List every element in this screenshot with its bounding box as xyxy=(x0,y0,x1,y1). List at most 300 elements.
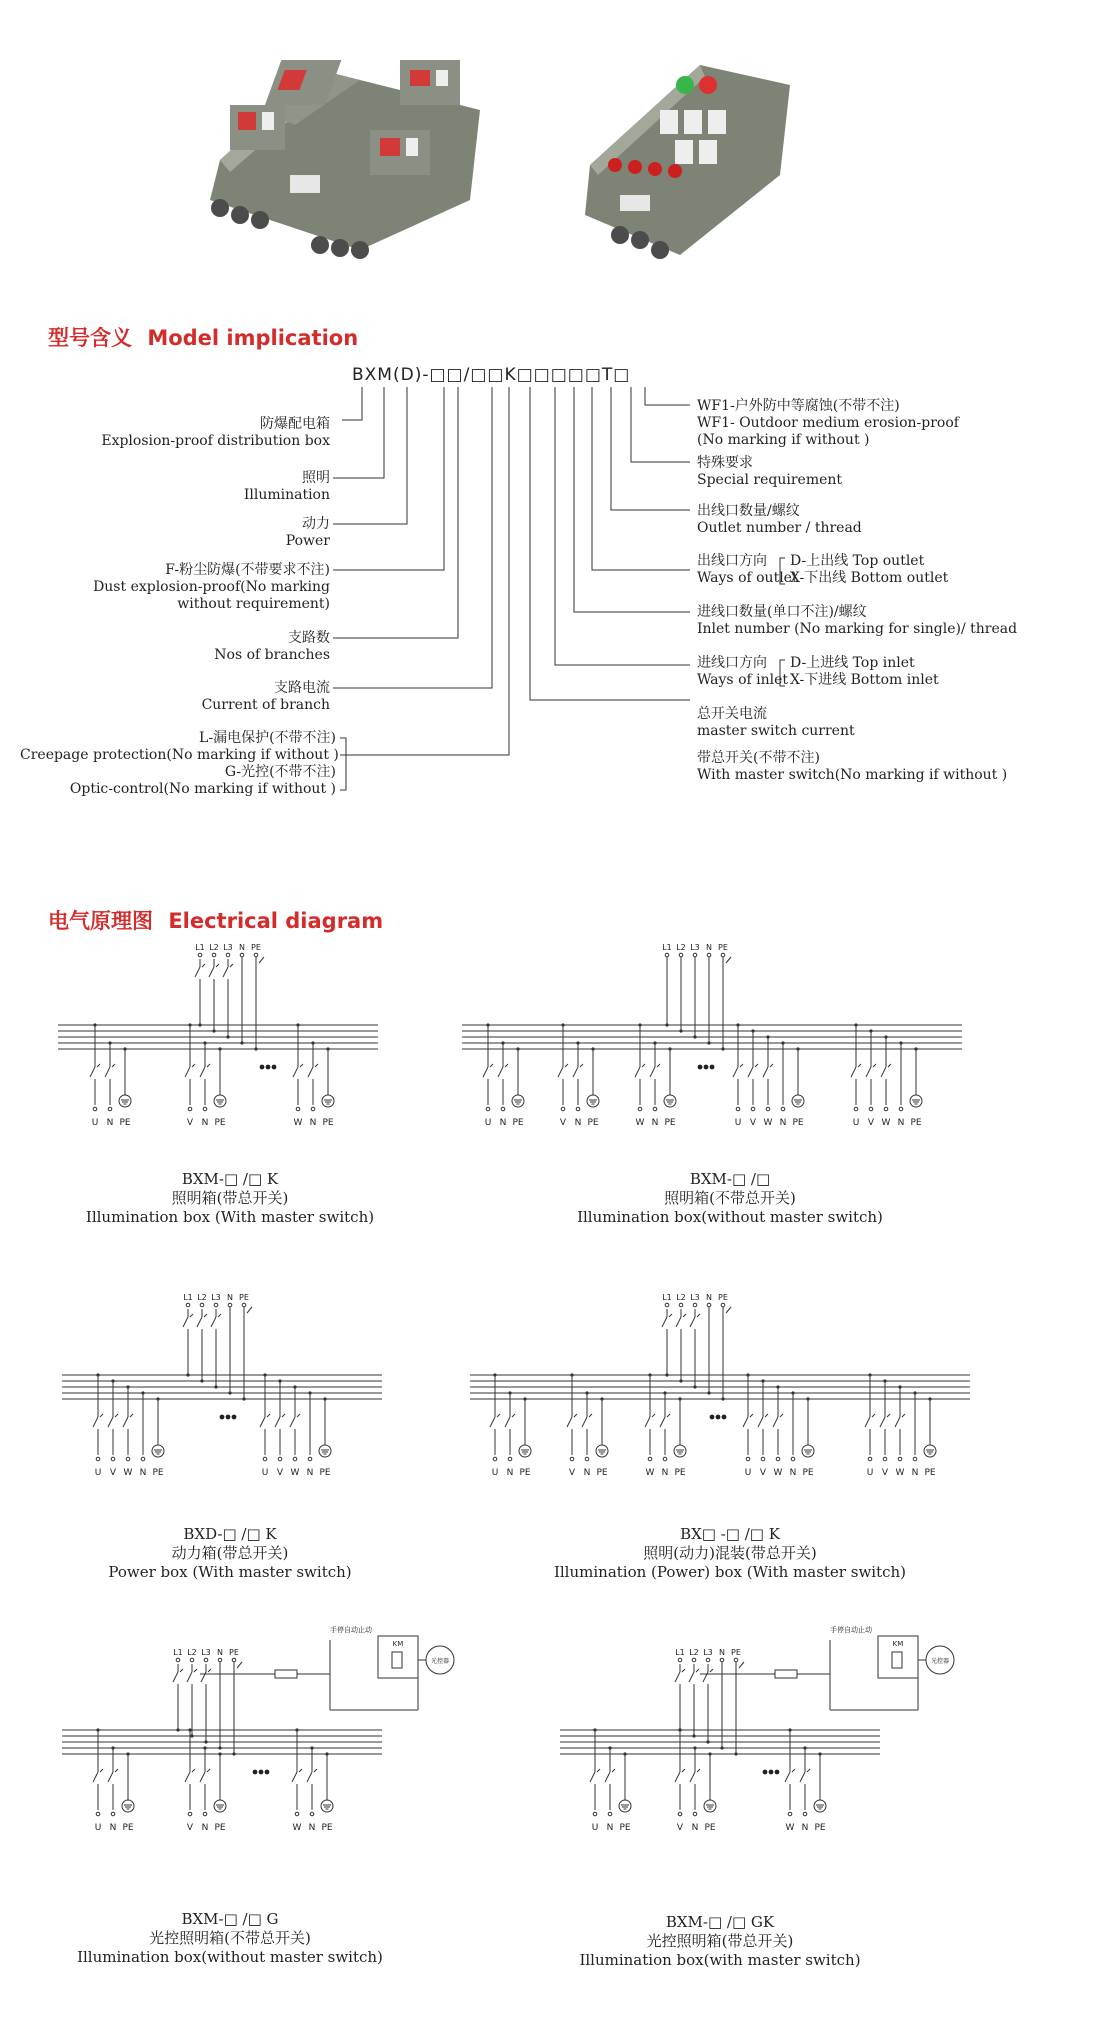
terminal-label-n: N xyxy=(139,1468,147,1478)
branch-terminal xyxy=(486,1107,490,1111)
bus-terminal xyxy=(226,953,230,957)
bus-terminal xyxy=(665,953,669,957)
junction xyxy=(310,1746,313,1749)
branch-terminal xyxy=(570,1457,574,1461)
junction xyxy=(708,1752,711,1755)
junction xyxy=(751,1029,754,1032)
terminal-label-v: V xyxy=(676,1823,684,1833)
junction xyxy=(176,1728,179,1731)
pe-mark xyxy=(247,1307,252,1313)
terminal-label-n: N xyxy=(789,1468,797,1478)
bus-label-l3: L3 xyxy=(690,943,700,952)
bus-label-l2: L2 xyxy=(197,1293,207,1302)
bus-label-l1: L1 xyxy=(195,943,205,952)
junction xyxy=(761,1379,764,1382)
branch-terminal xyxy=(638,1107,642,1111)
junction xyxy=(123,1047,126,1050)
label-special xyxy=(697,455,842,489)
branch-switch-mark xyxy=(207,1769,210,1772)
branch-terminal xyxy=(678,1812,682,1816)
branch-switch-blade xyxy=(743,1417,748,1427)
sensor-label: 光控器 xyxy=(430,1658,450,1665)
terminal-label-v: V xyxy=(568,1468,576,1478)
bus-terminal xyxy=(707,1303,711,1307)
ellipsis-dot xyxy=(710,1415,715,1420)
branch-terminal xyxy=(791,1457,795,1461)
ellipsis-dot xyxy=(698,1065,703,1070)
bus-terminal xyxy=(242,1303,246,1307)
master-switch-3-mark xyxy=(230,964,233,967)
bus-label-l1: L1 xyxy=(662,943,672,952)
junction xyxy=(736,1023,739,1026)
branch-terminal xyxy=(493,1457,497,1461)
junction xyxy=(707,1041,710,1044)
bus-terminal xyxy=(734,1658,738,1662)
branch-switch-blade xyxy=(293,1067,298,1077)
junction xyxy=(608,1746,611,1749)
junction xyxy=(242,1397,245,1400)
terminal-label-w: W xyxy=(290,1468,300,1478)
master-switch-2-mark xyxy=(194,1669,197,1672)
label-wf1-1: WF1-户外防中等腐蚀(不带不注) xyxy=(697,398,900,414)
branch-switch-blade xyxy=(650,1067,655,1077)
branch-switch-blade xyxy=(573,1067,578,1077)
bus-terminal xyxy=(693,953,697,957)
junction xyxy=(665,1023,668,1026)
bus-label-l2: L2 xyxy=(689,1648,699,1657)
label-outlet-number xyxy=(697,503,862,537)
bus-terminal xyxy=(706,1658,710,1662)
junction xyxy=(706,1740,709,1743)
branch-switch-mark xyxy=(780,1414,783,1417)
label-inlet-way xyxy=(697,655,788,689)
earth-symbol-ring xyxy=(512,1095,524,1107)
branch-switch-blade xyxy=(483,1067,488,1077)
bus-label-l2: L2 xyxy=(676,1293,686,1302)
terminal-label-pe: PE xyxy=(910,1118,922,1128)
caption-4-en: Illumination (Power) box (With master switch) xyxy=(553,1563,907,1581)
branch-terminal xyxy=(884,1107,888,1111)
branch-switch-mark xyxy=(740,1064,743,1067)
junction xyxy=(111,1379,114,1382)
caption-5-zh: 光控照明箱(不带总开关) xyxy=(149,1929,311,1947)
terminal-label-n: N xyxy=(499,1118,507,1128)
model-section-title-en: Model implication xyxy=(147,326,359,350)
bus-label-pe: PE xyxy=(718,1293,728,1302)
terminal-label-w: W xyxy=(785,1823,795,1833)
earth-symbol-ring xyxy=(319,1445,331,1457)
earth-symbol-ring xyxy=(664,1095,676,1107)
branch-terminal xyxy=(899,1107,903,1111)
bus-label-l2: L2 xyxy=(209,943,219,952)
caption-2-en: Illumination box(without master switch) xyxy=(577,1208,883,1226)
ellipsis-dot xyxy=(763,1770,768,1775)
terminal-label-u: U xyxy=(852,1118,860,1128)
branch-terminal xyxy=(854,1107,858,1111)
master-switch-1-blade xyxy=(675,1672,680,1682)
bus-label-l2: L2 xyxy=(676,943,686,952)
junction xyxy=(293,1385,296,1388)
branch-terminal xyxy=(203,1107,207,1111)
master-switch-3-mark xyxy=(710,1669,713,1672)
label-inlet-number-en: Inlet number (No marking for single)/ thread xyxy=(697,621,1018,637)
label-outlet-top: D-上出线 Top outlet xyxy=(790,553,925,569)
bus-label-l1: L1 xyxy=(662,1293,672,1302)
branch-switch-blade xyxy=(185,1772,190,1782)
bus-label-l3: L3 xyxy=(690,1293,700,1302)
terminal-label-v: V xyxy=(867,1118,875,1128)
branch-switch-mark xyxy=(207,1064,210,1067)
master-switch-1-mark xyxy=(202,964,205,967)
bus-terminal xyxy=(692,1658,696,1662)
earth-symbol-ring xyxy=(587,1095,599,1107)
terminal-label-v: V xyxy=(186,1118,194,1128)
label-illumination-zh: 照明 xyxy=(302,470,330,486)
branch-switch-blade xyxy=(498,1067,503,1077)
master-switch-3-blade xyxy=(690,1317,695,1327)
terminal-label-n: N xyxy=(106,1118,114,1128)
junction xyxy=(679,1379,682,1382)
junction xyxy=(278,1379,281,1382)
bus-label-pe: PE xyxy=(731,1648,741,1657)
caption-2-code: BXM-□ /□ xyxy=(689,1170,771,1188)
label-outlet-way-zh: 出线口方向 xyxy=(697,553,767,569)
master-switch-3-blade xyxy=(211,1317,216,1327)
junction xyxy=(623,1752,626,1755)
branch-switch-blade xyxy=(90,1067,95,1077)
branch-switch-mark xyxy=(112,1064,115,1067)
master-switch-2-mark xyxy=(683,1314,686,1317)
schematic-bxm xyxy=(462,943,962,1128)
branch-switch-mark xyxy=(872,1414,875,1417)
junction xyxy=(593,1728,596,1731)
caption-3-en: Power box (With master switch) xyxy=(108,1563,352,1581)
branch-switch-mark xyxy=(490,1064,493,1067)
terminal-label-n: N xyxy=(201,1118,209,1128)
branch-switch-mark xyxy=(765,1414,768,1417)
branch-switch-blade xyxy=(690,1772,695,1782)
label-special-zh: 特殊要求 xyxy=(697,455,753,471)
junction xyxy=(218,1047,221,1050)
junction xyxy=(111,1746,114,1749)
bus-label-l3: L3 xyxy=(703,1648,713,1657)
earth-symbol-ring xyxy=(214,1800,226,1812)
junction xyxy=(508,1391,511,1394)
terminal-label-pe: PE xyxy=(704,1823,716,1833)
junction xyxy=(156,1397,159,1400)
junction xyxy=(678,1728,681,1731)
master-switch-2-blade xyxy=(676,1317,681,1327)
label-protection xyxy=(20,730,339,798)
junction xyxy=(190,1734,193,1737)
terminal-label-u: U xyxy=(261,1468,269,1478)
ellipsis-dot xyxy=(260,1065,265,1070)
terminal-label-u: U xyxy=(866,1468,874,1478)
junction xyxy=(720,1746,723,1749)
junction xyxy=(523,1397,526,1400)
branch-switch-mark xyxy=(97,1064,100,1067)
junction xyxy=(232,1752,235,1755)
branch-switch-mark xyxy=(682,1769,685,1772)
junction xyxy=(141,1391,144,1394)
label-outlet-number-zh: 出线口数量/螺纹 xyxy=(697,503,800,519)
bus-terminal xyxy=(707,953,711,957)
junction xyxy=(325,1752,328,1755)
junction xyxy=(884,1035,887,1038)
master-switch-2-blade xyxy=(187,1672,192,1682)
master-switch-3-mark xyxy=(218,1314,221,1317)
junction xyxy=(692,1734,695,1737)
label-master-current xyxy=(697,706,855,740)
branch-switch-mark xyxy=(300,1064,303,1067)
bus-label-l1: L1 xyxy=(675,1648,685,1657)
branch-terminal xyxy=(751,1107,755,1111)
bus-label-pe: PE xyxy=(229,1648,239,1657)
bus-terminal xyxy=(679,1303,683,1307)
branch-switch-mark xyxy=(130,1414,133,1417)
label-branch-current-zh: 支路电流 xyxy=(274,680,330,696)
branch-switch-mark xyxy=(574,1414,577,1417)
earth-symbol-ring xyxy=(152,1445,164,1457)
label-inlet-way-zh: 进线口方向 xyxy=(697,655,767,671)
junction xyxy=(263,1373,266,1376)
terminal-label-n: N xyxy=(897,1118,905,1128)
km-box xyxy=(378,1636,418,1678)
diagram-section-title-en: Electrical diagram xyxy=(168,909,384,933)
earth-symbol-ring xyxy=(704,1800,716,1812)
junction xyxy=(311,1041,314,1044)
caption-diagram-2 xyxy=(560,1170,900,1227)
master-switch-1-mark xyxy=(682,1669,685,1672)
branch-switch-blade xyxy=(558,1067,563,1077)
terminal-label-u: U xyxy=(734,1118,742,1128)
label-master-switch xyxy=(697,750,1007,784)
branch-switch-blade xyxy=(307,1772,312,1782)
bus-terminal xyxy=(721,953,725,957)
branch-switch-mark xyxy=(858,1064,861,1067)
bus-terminal xyxy=(176,1658,180,1662)
master-switch-3-mark xyxy=(208,1669,211,1672)
junction xyxy=(585,1391,588,1394)
terminal-label-v: V xyxy=(276,1468,284,1478)
branch-switch-mark xyxy=(115,1769,118,1772)
junction xyxy=(501,1041,504,1044)
label-power xyxy=(40,516,330,550)
branch-switch-mark xyxy=(887,1414,890,1417)
terminal-label-v: V xyxy=(559,1118,567,1128)
terminal-label-n: N xyxy=(583,1468,591,1478)
terminal-label-w: W xyxy=(773,1468,783,1478)
terminal-label-n: N xyxy=(308,1823,316,1833)
junction xyxy=(188,1023,191,1026)
branch-switch-blade xyxy=(865,1417,870,1427)
junction xyxy=(323,1397,326,1400)
bus-terminal xyxy=(721,1303,725,1307)
terminal-label-pe: PE xyxy=(924,1468,936,1478)
model-section-title xyxy=(48,322,358,352)
diagram-section-title xyxy=(48,905,383,935)
terminal-label-pe: PE xyxy=(214,1823,226,1833)
branch-terminal xyxy=(293,1457,297,1461)
label-inlet-number-zh: 进线口数量(单口不注)/螺纹 xyxy=(697,604,867,620)
earth-symbol-ring xyxy=(122,1800,134,1812)
terminal-label-n: N xyxy=(201,1823,209,1833)
junction xyxy=(126,1752,129,1755)
junction xyxy=(678,1728,681,1731)
bus-label-n: N xyxy=(706,1293,712,1302)
master-switch-3-blade xyxy=(703,1672,708,1682)
junction xyxy=(928,1397,931,1400)
label-inlet-number xyxy=(697,604,1017,638)
branch-terminal xyxy=(576,1107,580,1111)
km-label: KM xyxy=(392,1640,404,1648)
label-wf1-3: (No marking if without ) xyxy=(697,432,870,448)
branch-terminal xyxy=(663,1457,667,1461)
caption-4-zh: 照明(动力)混装(带总开关) xyxy=(643,1544,817,1562)
branch-switch-mark xyxy=(642,1064,645,1067)
label-dust-proof-zh: F-粉尘防爆(不带要求不注) xyxy=(165,562,330,578)
branch-terminal xyxy=(308,1457,312,1461)
branch-switch-blade xyxy=(645,1417,650,1427)
branch-switch-mark xyxy=(589,1414,592,1417)
junction xyxy=(746,1373,749,1376)
branch-terminal xyxy=(746,1457,750,1461)
km-box xyxy=(878,1636,918,1678)
branch-switch-mark xyxy=(267,1414,270,1417)
label-illumination xyxy=(40,470,330,504)
branch-switch-mark xyxy=(497,1414,500,1417)
earth-symbol-ring xyxy=(519,1445,531,1457)
terminal-label-w: W xyxy=(895,1468,905,1478)
terminal-label-pe: PE xyxy=(319,1468,331,1478)
branch-switch-mark xyxy=(873,1064,876,1067)
branch-switch-blade xyxy=(785,1772,790,1782)
branch-switch-mark xyxy=(315,1064,318,1067)
earth-symbol-ring xyxy=(322,1095,334,1107)
earth-symbol-ring xyxy=(792,1095,804,1107)
bus-label-l1: L1 xyxy=(183,1293,193,1302)
product-photo-left xyxy=(200,50,490,265)
branch-switch-blade xyxy=(567,1417,572,1427)
light-control-mode-label: 手停自动止动 xyxy=(830,1626,872,1634)
terminal-label-pe: PE xyxy=(214,1118,226,1128)
label-wf1 xyxy=(697,398,959,449)
branch-switch-blade xyxy=(881,1067,886,1077)
junction xyxy=(854,1023,857,1026)
label-master-switch-zh: 带总开关(不带不注) xyxy=(697,750,820,766)
junction xyxy=(326,1047,329,1050)
branch-switch-blade xyxy=(635,1067,640,1077)
branch-terminal xyxy=(693,1812,697,1816)
branch-terminal xyxy=(788,1812,792,1816)
junction xyxy=(561,1023,564,1026)
junction xyxy=(766,1035,769,1038)
bus-label-n: N xyxy=(719,1648,725,1657)
master-switch-1-mark xyxy=(180,1669,183,1672)
junction xyxy=(203,1041,206,1044)
label-branches-en: Nos of branches xyxy=(214,647,330,663)
terminal-label-u: U xyxy=(91,1118,99,1128)
junction xyxy=(204,1740,207,1743)
label-branch-current-en: Current of branch xyxy=(201,697,330,713)
bus-terminal xyxy=(218,1658,222,1662)
branch-switch-blade xyxy=(748,1067,753,1077)
junction xyxy=(218,1746,221,1749)
bus-terminal xyxy=(254,953,258,957)
terminal-label-v: V xyxy=(109,1468,117,1478)
branch-terminal xyxy=(898,1457,902,1461)
terminal-label-pe: PE xyxy=(619,1823,631,1833)
branch-switch-blade xyxy=(675,1772,680,1782)
earth-symbol-ring xyxy=(924,1445,936,1457)
branch-switch-blade xyxy=(763,1067,768,1077)
caption-diagram-4 xyxy=(540,1525,920,1582)
branch-switch-mark xyxy=(297,1414,300,1417)
master-switch-1-blade xyxy=(173,1672,178,1682)
branch-terminal xyxy=(310,1812,314,1816)
ellipsis-dot xyxy=(220,1415,225,1420)
sensor-circle xyxy=(926,1646,954,1674)
terminal-label-pe: PE xyxy=(519,1468,531,1478)
sensor-circle xyxy=(426,1646,454,1674)
terminal-label-n: N xyxy=(691,1823,699,1833)
caption-6-en: Illumination box(with master switch) xyxy=(579,1951,861,1969)
branch-switch-mark xyxy=(314,1769,317,1772)
junction xyxy=(653,1041,656,1044)
branch-terminal xyxy=(561,1107,565,1111)
branch-switch-blade xyxy=(93,1772,98,1782)
terminal-label-v: V xyxy=(186,1823,194,1833)
caption-diagram-6 xyxy=(550,1913,890,1970)
branch-switch-mark xyxy=(299,1769,302,1772)
branch-switch-blade xyxy=(866,1067,871,1077)
terminal-label-w: W xyxy=(123,1468,133,1478)
branch-switch-mark xyxy=(888,1064,891,1067)
junction xyxy=(203,1746,206,1749)
terminal-label-u: U xyxy=(491,1468,499,1478)
schematic-bxm-gk xyxy=(560,1648,880,1833)
label-explosion-box xyxy=(40,416,330,450)
caption-6-code: BXM-□ /□ GK xyxy=(665,1913,775,1931)
terminal-label-n: N xyxy=(506,1468,514,1478)
branch-switch-blade xyxy=(582,1417,587,1427)
branch-switch-mark xyxy=(770,1064,773,1067)
junction xyxy=(638,1023,641,1026)
terminal-label-w: W xyxy=(763,1118,773,1128)
branch-terminal xyxy=(108,1107,112,1111)
light-control-2 xyxy=(700,1625,954,1710)
km-label: KM xyxy=(892,1640,904,1648)
junction xyxy=(591,1047,594,1050)
branch-terminal xyxy=(311,1107,315,1111)
junction xyxy=(734,1752,737,1755)
junction xyxy=(803,1746,806,1749)
junction xyxy=(308,1391,311,1394)
label-inlet-bottom: X-下进线 Bottom inlet xyxy=(790,672,939,688)
terminal-label-v: V xyxy=(749,1118,757,1128)
label-dust-proof xyxy=(40,562,330,613)
master-switch-3-mark xyxy=(697,1314,700,1317)
junction xyxy=(240,1041,243,1044)
branch-switch-mark xyxy=(192,1769,195,1772)
branch-switch-blade xyxy=(733,1067,738,1077)
label-outlet-number-en: Outlet number / thread xyxy=(697,520,862,536)
branch-switch-blade xyxy=(880,1417,885,1427)
junction xyxy=(899,1041,902,1044)
branch-switch-mark xyxy=(192,1064,195,1067)
junction xyxy=(721,1397,724,1400)
junction xyxy=(600,1397,603,1400)
